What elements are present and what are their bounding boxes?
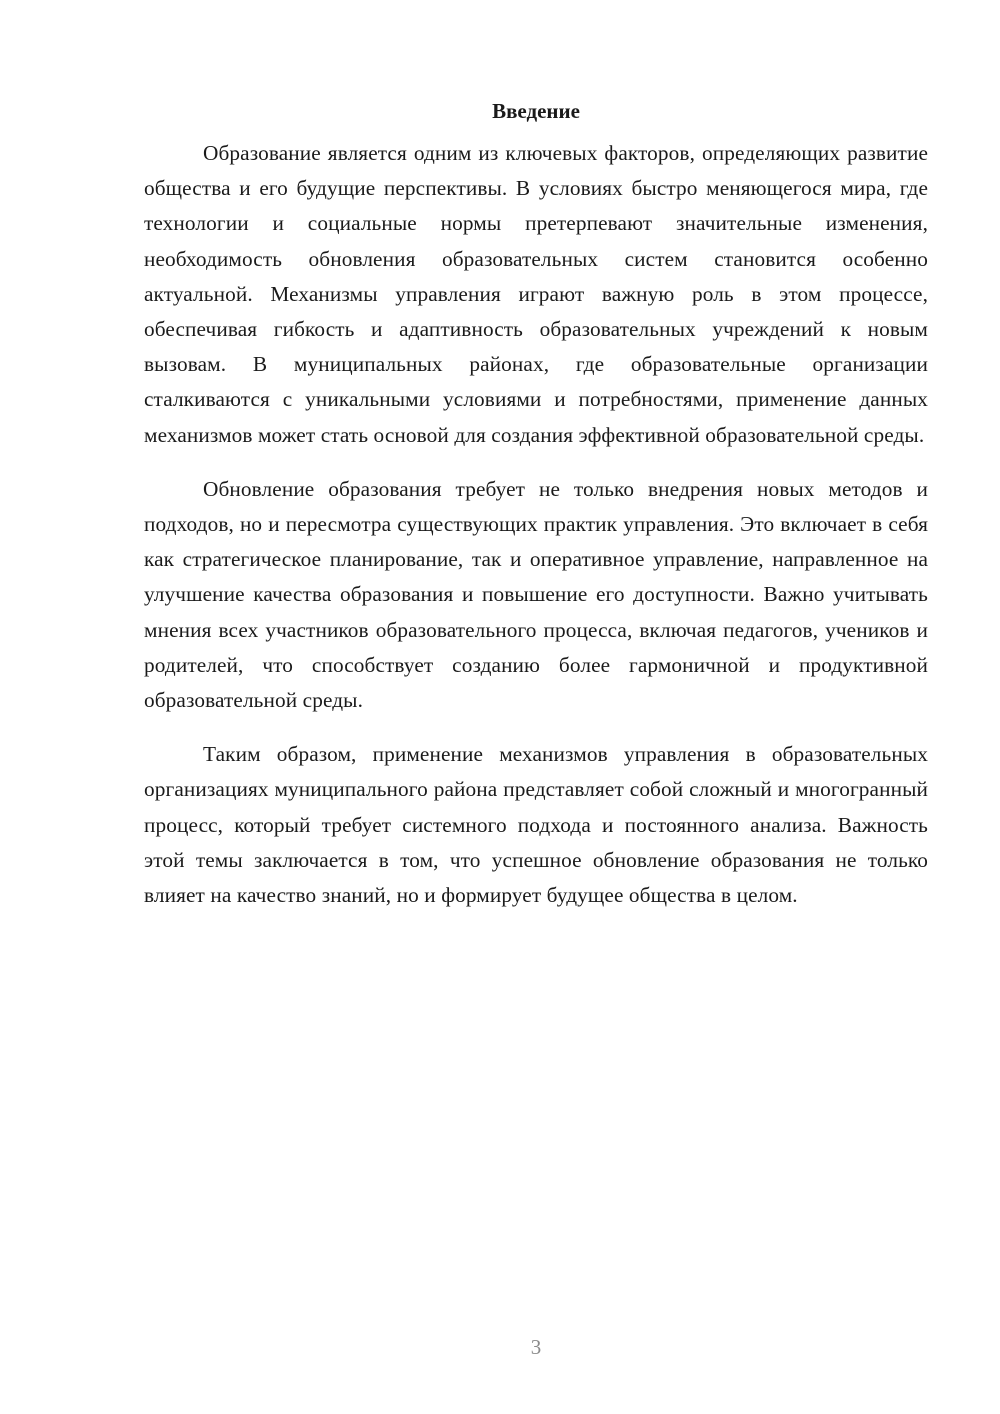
paragraph-3: Таким образом, применение механизмов управления в образовательных организациях муниципального района представляет собой сложный и многогранный процесс, который требует системного подхода и постоянного анализа. Важность этой темы заключается в том, что успешное обновление образования не только влияет на качество знаний, но и формирует будущее общества в целом.	[144, 742, 928, 908]
paragraph-2: Обновление образования требует не только внедрения новых методов и подходов, но и пересмотра существующих практик управления. Это включает в себя как стратегическое планирование, так и оперативное управление, направленное на улучшение качества образования и повышение его доступности. Важно учитывать мнения всех участников образовательного процесса, включая педагогов, учеников и родителей, что способствует созданию более гармоничной и продуктивной образовательной среды.	[144, 476, 928, 713]
page-content	[144, 98, 928, 932]
section-title: Введение	[492, 99, 580, 123]
paragraph-1: Образование является одним из ключевых факторов, определяющих развитие общества и его будущие перспективы. В условиях быстро меняющегося мира, где технологии и социальные нормы претерпевают значительные изменения, необходимость обновления образовательных систем становится особенно актуальной. Механизмы управления играют важную роль в этом процессе, обеспечивая гибкость и адаптивность образовательных учреждений к новым вызовам. В муниципальных районах, где образовательные организации сталкиваются с уникальными условиями и потребностями, применение данных механизмов может стать основой для создания эффективной образовательной среды.	[144, 141, 928, 447]
page-number: 3	[530, 1335, 542, 1359]
